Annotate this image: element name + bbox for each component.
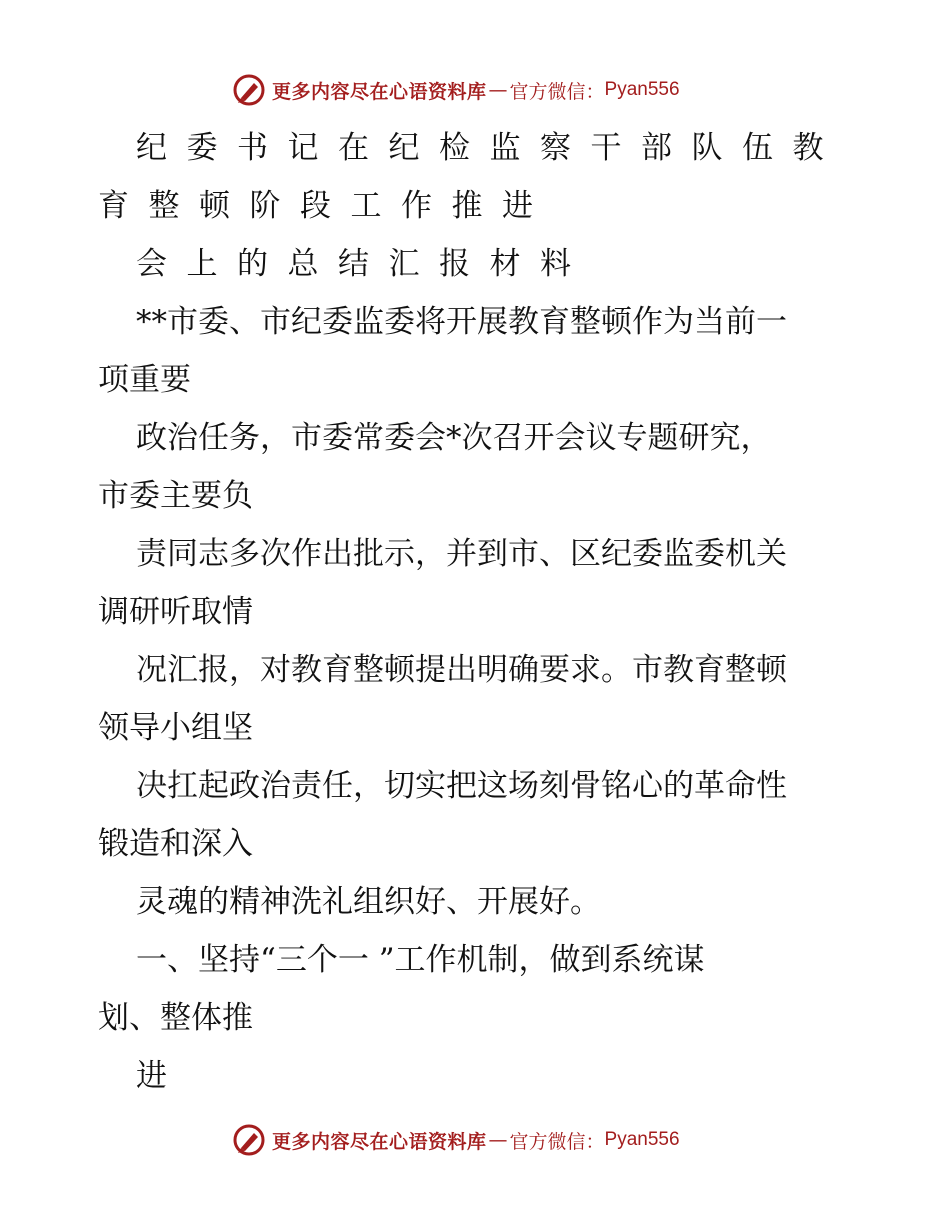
body-line: 锻造和深入 xyxy=(98,826,253,862)
body-line: 政治任务，市委常委会*次召开会议专题研究， xyxy=(136,420,772,456)
header-banner xyxy=(232,72,680,108)
body-line: 况汇报，对教育整顿提出明确要求。市教育整顿 xyxy=(136,652,787,688)
body-line: 市委主要负 xyxy=(98,478,253,514)
body-line: 项重要 xyxy=(98,362,191,398)
body-line: 调研听取情 xyxy=(98,594,253,630)
footer-wechat-id: Pyan556 xyxy=(604,1129,680,1150)
body-line: **市委、市纪委监委将开展教育整顿作为当前一 xyxy=(136,304,787,340)
section-heading-line-2: 划、整体推 xyxy=(98,1000,253,1036)
pen-logo-icon xyxy=(232,73,266,107)
header-site-text: 更多内容尽在心语资料库 xyxy=(272,80,487,103)
title-line-3: 会上的总结汇报材料 xyxy=(136,246,591,282)
footer-dash: — xyxy=(488,1129,508,1151)
pen-logo-icon xyxy=(232,1123,266,1157)
footer-site-text: 更多内容尽在心语资料库 xyxy=(272,1130,487,1153)
body-line: 决扛起政治责任，切实把这场刻骨铭心的革命性 xyxy=(136,768,787,804)
header-wechat-label: 官方微信： xyxy=(509,80,605,103)
header-dash: — xyxy=(488,79,508,101)
section-heading-line-1: 一、坚持“三个一 ”工作机制，做到系统谋 xyxy=(136,942,705,978)
title-line-2: 育整顿阶段工作推进 xyxy=(98,188,553,224)
section-heading-line-3: 进 xyxy=(136,1058,167,1094)
footer-banner xyxy=(232,1122,680,1158)
title-line-1: 纪委书记在纪检监察干部队伍教 xyxy=(136,130,843,166)
header-wechat-id: Pyan556 xyxy=(604,79,680,100)
body-line: 责同志多次作出批示，并到市、区纪委监委机关 xyxy=(136,536,787,572)
body-line: 灵魂的精神洗礼组织好、开展好。 xyxy=(136,884,601,920)
body-line: 领导小组坚 xyxy=(98,710,253,746)
footer-wechat-label: 官方微信： xyxy=(509,1130,605,1153)
